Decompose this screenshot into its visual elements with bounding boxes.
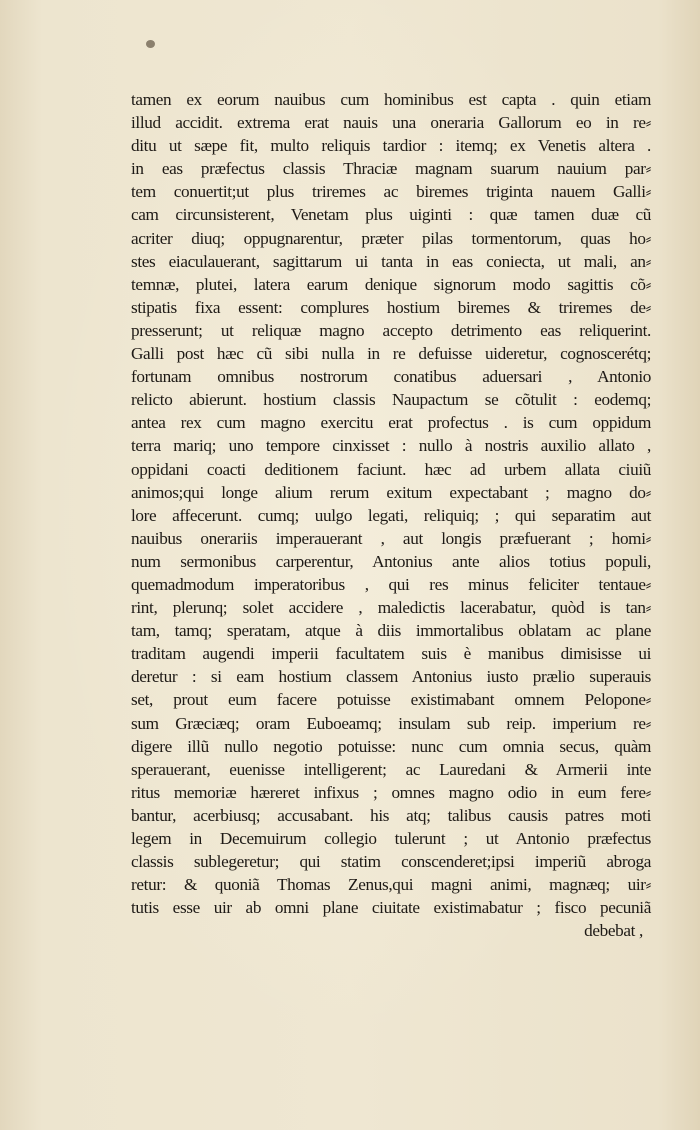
text-line-4: in eas præfectus classis Thraciæ magnam suarum nauium par⸗ bbox=[131, 159, 651, 179]
text-line-12: Galli post hæc cũ sibi nulla in re defuisse uideretur, cognoscerétq; bbox=[131, 344, 651, 364]
text-line-11: presserunt; ut reliquæ magno accepto detrimento eas reliquerint. bbox=[131, 320, 651, 340]
text-line-17: oppidani coacti deditionem faciunt. hæc ad urbem allata ciuiũ bbox=[131, 459, 651, 479]
text-line-15: antea rex cum magno exercitu erat profectus . is cum oppidum bbox=[131, 413, 651, 433]
catchword-line: debebat , bbox=[584, 921, 643, 941]
text-line-29: digere illũ nullo negotio potuisse: nunc cum omnia secus, quàm bbox=[131, 736, 651, 756]
text-line-18: animos;qui longe alium rerum exitum expectabant ; magno do⸗ bbox=[131, 482, 651, 502]
text-line-5: tem conuertit;ut plus triremes ac biremes triginta nauem Galli⸗ bbox=[131, 182, 651, 202]
text-line-19: lore affecerunt. cumq; uulgo legati, reliquiq; ; qui separatim aut bbox=[131, 505, 651, 525]
text-line-34: classis sublegeretur; qui statim conscenderet;ipsi imperiũ abroga bbox=[131, 852, 651, 872]
text-line-26: deretur : si eam hostium classem Antonius iusto prælio superauis bbox=[131, 667, 651, 687]
text-line-33: legem in Decemuirum collegio tulerunt ; ut Antonio præfectus bbox=[131, 829, 651, 848]
text-line-16: terra mariq; uno tempore cinxisset : nullo à nostris auxilio allato , bbox=[131, 436, 651, 456]
text-line-6: cam circunsisterent, Venetam plus uiginti : quæ tamen duæ cũ bbox=[131, 205, 651, 225]
text-line-31: ritus memoriæ hæreret infixus ; omnes magno odio in eum fere⸗ bbox=[131, 782, 651, 802]
text-line-9: temnæ, plutei, latera earum denique signorum modo sagittis cõ⸗ bbox=[131, 274, 651, 294]
ink-blot bbox=[146, 40, 155, 48]
text-line-32: bantur, acerbiusq; accusabant. his atq; talibus causis patres moti bbox=[131, 805, 651, 825]
text-line-27: set, prout eum facere potuisse existimabant omnem Pelopone⸗ bbox=[131, 690, 651, 710]
text-line-30: sperauerant, euenisse intelligerent; ac Lauredani & Armerii inte bbox=[131, 759, 651, 779]
text-line-3: ditu ut sæpe fit, multo reliquis tardior : itemq; ex Venetis altera . bbox=[131, 136, 651, 156]
text-line-25: traditam augendi imperii facultatem suis è manibus dimisisse ui bbox=[131, 644, 651, 664]
text-line-7: acriter diuq; oppugnarentur, præter pilas tormentorum, quas ho⸗ bbox=[131, 228, 651, 248]
text-line-22: quemadmodum imperatoribus , qui res minus feliciter tentaue⸗ bbox=[131, 574, 651, 594]
text-block bbox=[131, 88, 651, 942]
text-line-1: tamen ex eorum nauibus cum hominibus est capta . quin etiam bbox=[131, 90, 651, 109]
text-line-13: fortunam omnibus nostrorum conatibus aduersari , Antonio bbox=[131, 367, 651, 387]
text-line-28: sum Græciæq; oram Euboeamq; insulam sub reip. imperium re⸗ bbox=[131, 713, 651, 733]
text-line-20: nauibus onerariis imperauerant , aut longis præfuerant ; homi⸗ bbox=[131, 528, 651, 548]
text-line-14: relicto abierunt. hostium classis Naupactum se cõtulit : eodemq; bbox=[131, 390, 651, 410]
text-line-21: num sermonibus carperentur, Antonius ante alios totius populi, bbox=[131, 551, 651, 571]
text-line-2: illud accidit. extrema erat nauis una oneraria Gallorum eo in re⸗ bbox=[131, 113, 651, 133]
text-line-24: tam, tamq; speratam, atque à diis immortalibus oblatam ac plane bbox=[131, 621, 651, 641]
text-line-23: rint, plerunq; solet accidere , maledictis lacerabatur, quòd is tan⸗ bbox=[131, 598, 651, 618]
text-line-8: stes eiaculauerant, sagittarum ui tanta in eas coniecta, ut mali, an⸗ bbox=[131, 251, 651, 271]
text-line-36: tutis esse uir ab omni plane ciuitate existimabatur ; fisco pecuniã bbox=[131, 898, 651, 918]
text-line-35: retur: & quoniã Thomas Zenus,qui magni animi, magnæq; uir⸗ bbox=[131, 875, 651, 895]
text-line-10: stipatis fixa essent: complures hostium biremes & triremes de⸗ bbox=[131, 297, 651, 317]
